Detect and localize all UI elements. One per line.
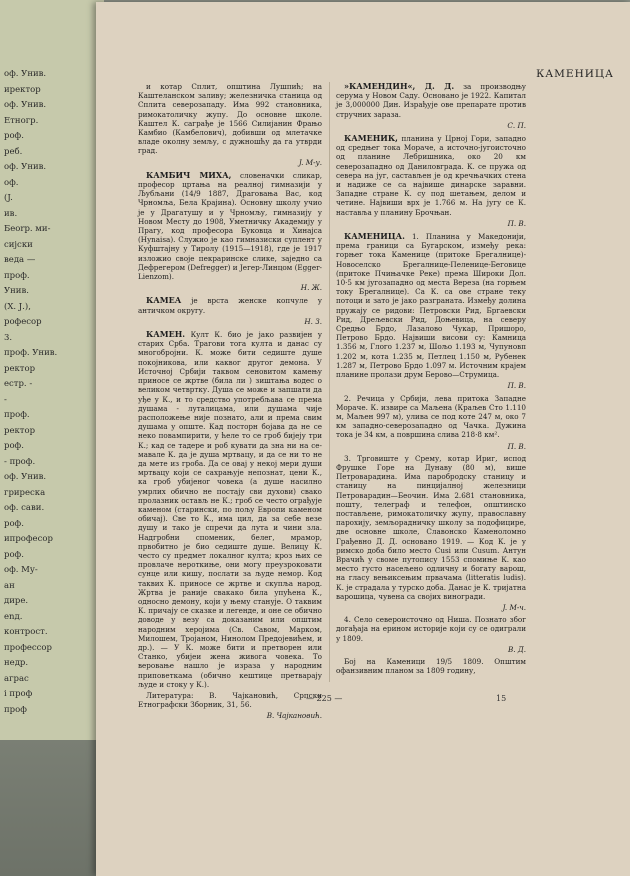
headword-kamenik: КАМЕНИК, [344,133,398,144]
entry-kambic [138,171,322,281]
prev-page-fragment: недр. [4,658,29,668]
prev-page-fragment: ан [4,580,15,591]
entry-signature: J. М-ч. [502,602,526,612]
entry-kamea [138,296,322,314]
prev-page-fragment: - проф. [4,456,36,467]
prev-page-fragment: оф. сави. [4,503,45,513]
entry-signature: С. П. [507,120,526,130]
page-number: — 225 — [306,694,343,703]
prev-page-fragment: роф. [4,518,24,529]
headword-kambic: КАМБИЧ МИХА, [146,169,232,180]
prev-page-fragment: дире. [4,596,29,606]
prev-page-fragment: ив. [4,208,18,219]
prev-page-fragment: проф [4,704,27,715]
entry-signature: В. Чајкановић. [266,711,322,721]
prev-page-fragment: Беоrp. ми- [4,224,51,234]
entry-kambic-text: словеначки сликар, професор цртања на реалној гимназији у Љубљани (14/9 1887, Драговања Вас, код Чрномља, Бела Крајина). Основну школу учио је у Драгатушу и у Чрномљу, гимназију у Новом Месту до 1908, Уметничку Академију у Прагу, код професора Буковца и Хинајса (Hynaisa). Служио је као гимназиски суплент у Куфштајну у Тиролу (1915—1918), где је 1917 изложио своје пекраринске слике, заједно са Дефрегером (Defregger) и Јегер-Линцом (Egger-Lienzom). [138,170,322,282]
prev-page-fragment: роф. [4,131,24,141]
prev-page-fragment: рофесор [4,317,42,327]
prev-page-fragment: проф. Унив. [4,348,58,358]
entry-kamenik-text: планина у Црној Гори, западно од средњег тока Мораче, а источно-југоисточно од планине Лебришника, око 20 км северозападно од Даниловграда. К. се пружа од севера на југ, састављен је од кречњачких стена и надиже се са највише динарске заравни. Западне стране К. су под шетањем, делом и четине. Највиши врх је 1.766 м. На југу се К. наставља у планину Брочњан. [336,134,526,217]
entry-kamen-text: Култ К. био је јако развијен у старих Срба. Трагови тога култа и данас су многобројни. К. може бити седиште душе покојникова, или каквог другог демона. У Источној Србији таквом сеновитом камењу приносе се жртве (била ли ) зиштања водес о великом четвртку. Душа се може и запшати да уђе у К., и то средство употребљава се према душама - луталицама, или душама чије расположење није познато, али и према свим душама у опште. Кад посторн бојава да не се неко повампирити, у ћеле то се гроб бијеју три К.; кад се тадере и роб кувати да зна ни на се-мавале К. да је душа мртвацу, и да се ни то не да мете из гроба. Да се овај у некој мери души мртвацу који се сахрањује непознат, цени К., ка гроб убијеног човека (а душе насилно умрлих обично не постају сви духови) свако пролазник остављ не К.; гроб се често ограђује каменом (старински, по пољу Европи каменом обичај). Све то К., има цил, да за себе везе душу и тако је спречи да лута и чини зла. Надгробни споменик, белег, мрамор, првобитно је био седиште душе. Велицу К. често су предмет локалног култа; кроз њих се провлаче нероткиње, они могу преузроковати сунце или кишу, послати за људе немор. Код таквих К. приносе се жртве и скупља народ. Жртва је раније свакако била упућена К., односно демону, који у њему станује. О таквим К. причају се сказке и легенде, и оне се обично доводе у везу са доказаним или општим народним херојима (Св. Савом, Марком, Милошем, Тројаном, Нинолом Предојевићем, и др.). — У К. може бити и претворен или Станко, убијеи жена живога човека. То веровање нашло је израза у народним приповеткама (обично кештице претварају људе и стоку у К.). [138,330,322,689]
entry-continuation: и котар Сплит, општина Лушпић; на Каштеланском заливу; железничка станица од Сплита северозападу. Има 992 становника, римокатоличку жупу. До основне школе. Каштел К. саграђе је 1566 Силијанин Фрањо Камбио (Камбелович), добивши од млетачке владе околну земљу, с дужношћу да га утврди град. [138,82,322,156]
entry-signature: Н. З. [304,316,322,326]
entry-kamenik [336,134,526,217]
prev-page-fragment: ректор [4,425,36,436]
prev-page-fragment: (Х. Ј.), [4,301,31,312]
encyclopedia-page [96,2,630,876]
left-column [138,82,322,724]
prev-page-fragment: 3. [4,332,13,343]
entry-kamea-text: је врста женске копчуле у античком округу. [138,296,322,315]
prev-page-fragment: контрост. [4,627,48,637]
prev-page-fragment: - [4,394,7,405]
entry-kamenica-3: 3. Трговиште у Срему, котар Ириг, испод Фрушке Горе на Дунаву (80 м), више Петроварадина. Има паробродску станицу и станицу на пинцијалној железници Петроварадин—Беочин. Има 2.681 становника, пошту, телеграф и телефон, општинско постављене, римокатоличку жупу, православну парохију, земљорадничку школу за подофицире, две основне школе, Славонско Каменоломно Грађевно Д. Д. основано 1919. — Код К. је у римско доба било место Cusi или Cusum. Антун Врачић у своме путопису 1553 спомиње К. као место густо насељено одличну и богату варош, на гласу вењиксењим првачама (litteratis ludis). К. је страдала у турско доба. Данас је К. тријатна варошица, чувена са својих виногради. [336,453,526,601]
prev-page-fragment: оф. Унив. [4,472,47,482]
entry-signature: J. М-у. [298,157,322,167]
column-divider [329,82,330,682]
running-header: КАМЕНИЦА [536,68,614,80]
prev-page-fragment: гриреска [4,487,46,498]
headword-kamenica: КАМЕНИЦА. [344,231,405,242]
prev-page-fragment: проф. [4,410,30,420]
signature-mark: 15 [496,694,507,703]
entry-kamenica-battle: Бој на Каменици 19/5 1809. Општим офанзивним планом за 1809 годину, [336,656,526,676]
entry-signature: Н. Ж. [300,283,322,293]
prev-page-fragment: сијски [4,239,33,250]
prev-page-fragment: ипрофесор [4,534,53,544]
prev-page-fragment: оф. [4,177,19,188]
prev-page-fragment: роф. [4,549,24,560]
prev-page-fragment: профессор [4,642,52,653]
prev-page-fragment: иректор [4,84,41,95]
prev-page-fragment: еnд. [4,611,23,622]
entry-signature: П. В. [507,441,526,451]
prev-page-fragment: оф. Унив. [4,69,47,79]
entry-kamen [138,330,322,689]
entry-signature: П. В. [507,218,526,228]
prev-page-fragment: проф. [4,270,30,281]
prev-page-fragment: оф. Унив. [4,100,47,110]
prev-page-fragment: і проф [4,689,33,699]
prev-page-fragment: естр. - [4,379,33,389]
prev-page-fragment: оф. Унив. [4,162,47,172]
entry-kamenica [336,232,526,379]
entry-signature: В. Д. [508,644,526,654]
entry-kamendin [336,82,526,119]
prev-page-fragment: веда — [4,255,36,265]
entry-kamenica-2: 2. Речица у Србији, лева притока Западне Мораче. К. извире са Маљена (Краљев Сто 1.110 м, Маљен 997 м), улива се под коте 247 м, око 7 км западно-северозападно од Чачка. Дужина тока је 34 км, а површина слива 218·8 км². [336,393,526,440]
entry-kamen-literature: Литература: В. Чајкановић, Српски Етнографски Зборник, 31, 56. [138,691,322,710]
headword-kamea: КАМЕА [146,295,182,306]
entry-kamendin-text: за производњу серума у Новом Саду. Основано је 1922. Капитал је 3,000000 Дин. Израђује ове препарате против стручних зараза. [336,82,526,119]
right-column [336,82,526,677]
entry-signature: П. В. [507,381,526,391]
prev-page-fragment: Унив. [4,286,29,296]
headword-kamen: КАМЕН. [146,329,186,340]
headword-kamendin: »КАМЕНДИН«, Д. Д. [344,81,455,91]
prev-page-fragment: оф. Му- [4,565,38,575]
entry-kamenica-4: 4. Село североисточно од Ниша. Познато због догађаја на ерином историје који су се одиграли у 1809. [336,615,526,643]
entry-kamenica-1: 1. Планина у Македонији, према граници са Бугарском, између река: горњег тока Каменице (притоке Брегалнице)-Новоселско Брегалнице-Пеленице-Беговице (притоке Пчињачке Реке) према Широки Дол. 10·5 км југозападно од места Вереза (на горњем току Брегалнице). Са К. са ове стране теку потоци и зато је јако разграната. Између долина пружају се ридови: Петровски Рид, Бргаевски Рид, Дрељевски Рид, Доњевица, на северу Средњо Брдо, Лазаловo Чукар, Пришоро, Петрово Брдо. Највиши висови су: Камница 1.356 м, Глого 1.237 м, Шољо 1.193 м, Чупуновп 1.202 м, кота 1.235 м, Петлец 1.150 м, Рубенек 1.287 м, Петрово Брдо 1.097 м. Источним крајем планине пролази друм Берово—Струмица. [336,232,526,380]
prev-page-fragment: роф. [4,441,24,451]
prev-page-fragment: реб. [4,146,23,157]
prev-page-fragment: ректор [4,363,36,374]
prev-page-fragment: аграс [4,673,29,684]
prev-page-fragment: Етногр. [4,115,39,126]
prev-page-fragment: (J. [4,193,13,203]
